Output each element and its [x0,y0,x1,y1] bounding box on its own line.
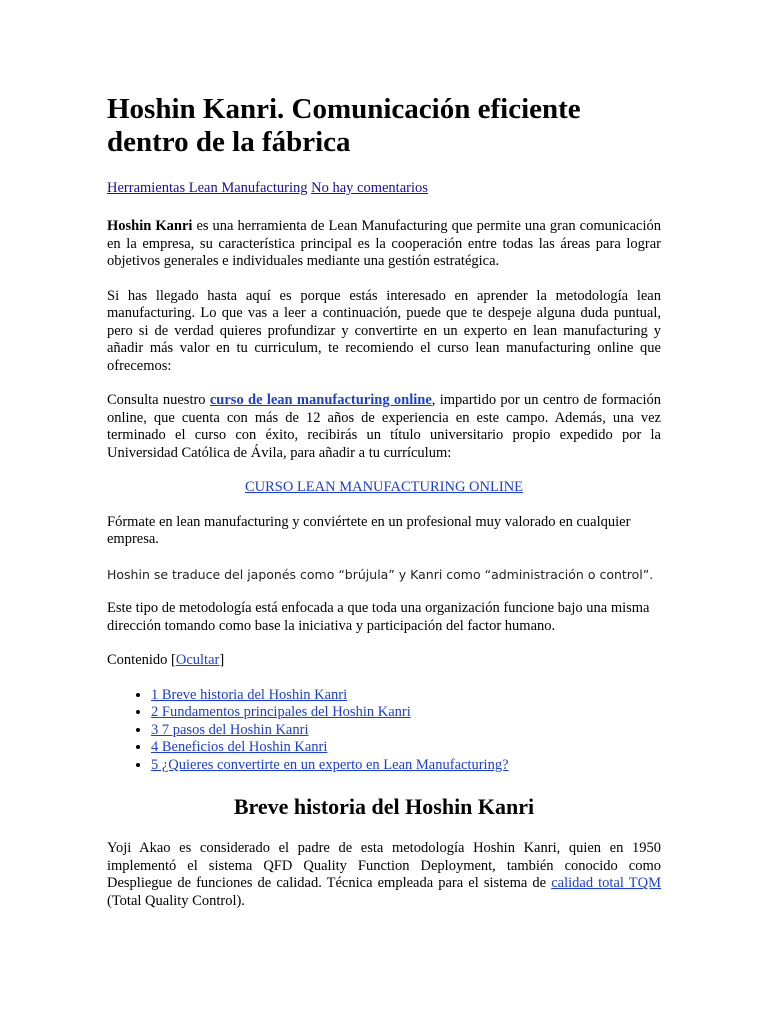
forme-paragraph: Fórmate en lean manufacturing y conviértete en un profesional muy valorado en cualquier empresa. [107,513,631,547]
page-title: Hoshin Kanri. Comunicación eficiente dentro de la fábrica [107,93,581,158]
tqm-link[interactable]: calidad total TQM [551,875,661,892]
contents-list [107,687,661,775]
section-heading: Breve historia del Hoshin Kanri [233,794,535,820]
intro-text: es una herramienta de Lean Manufacturing que permite una gran comunicación en la empresa, su característica principal es la cooperación entre todas las áreas para lograr objetivos generales e individuales mediante una gestión estratégica. [107,218,661,269]
list-item [151,722,661,740]
history-paragraph [107,840,661,910]
intro-paragraph [107,218,661,271]
contents-toggle-link[interactable]: Ocultar [175,652,220,668]
metodologia-paragraph: Este tipo de metodología está enfocada a que toda una organización funcione bajo una misma dirección tomando como base la iniciativa y participación del factor humano. [107,600,650,634]
contents-header [107,652,661,670]
cta-link[interactable]: CURSO LEAN MANUFACTURING ONLINE [244,479,524,495]
toc-link-2[interactable]: 2 Fundamentos principales del Hoshin Kanri [151,704,411,721]
course-link[interactable]: curso de lean manufacturing online [209,392,432,408]
history-after: (Total Quality Control). [107,892,245,909]
contents-close: ] [219,652,225,668]
interest-paragraph: Si has llegado hasta aquí es porque estás interesado en aprender la metodología lean manufacturing. Lo que vas a leer a continuación, puede que te despeje alguna duda puntual, pero si de verdad quieres profundizar y convertirte en un experto en lean manufacturing y añadir más valor en tu curriculum, te recomiendo el curso lean manufacturing online que ofrecemos: [107,287,661,374]
list-item [151,687,661,705]
intro-bold: Hoshin Kanri [107,218,193,234]
list-item [151,757,661,775]
list-item [151,739,661,757]
comments-link[interactable]: No hay comentarios [311,180,428,196]
toc-link-4[interactable]: 4 Beneficios del Hoshin Kanri [151,739,328,756]
post-meta [107,180,661,197]
list-item [151,704,661,722]
toc-link-5[interactable]: 5 ¿Quieres convertirte en un experto en Lean Manufacturing? [151,756,509,773]
course-after: , impartido por un centro de formación online, que cuenta con más de 12 años de experiencia en este campo. Además, una vez terminado el curso con éxito, recibirás un título universitario propio expedido por la Universidad Católica de Ávila, para añadir a tu currículum: [107,392,661,461]
toc-link-3[interactable]: 3 7 pasos del Hoshin Kanri [151,721,309,738]
category-link[interactable]: Herramientas Lean Manufacturing [107,180,308,196]
course-before: Consulta nuestro [107,392,210,408]
hoshin-paragraph: Hoshin se traduce del japonés como “brújula” y Kanri como “administración o control”. [107,566,654,582]
toc-link-1[interactable]: 1 Breve historia del Hoshin Kanri [151,686,348,703]
contents-label: Contenido [ [107,652,176,668]
course-paragraph [107,392,661,462]
history-before: Yoji Akao es considerado el padre de esta metodología Hoshin Kanri, quien en 1950 implementó el sistema QFD Quality Function Deployment, también conocido como Despliegue de funciones de calidad. Técnica empleada para el sistema de [107,840,661,892]
cta-paragraph [107,479,661,497]
